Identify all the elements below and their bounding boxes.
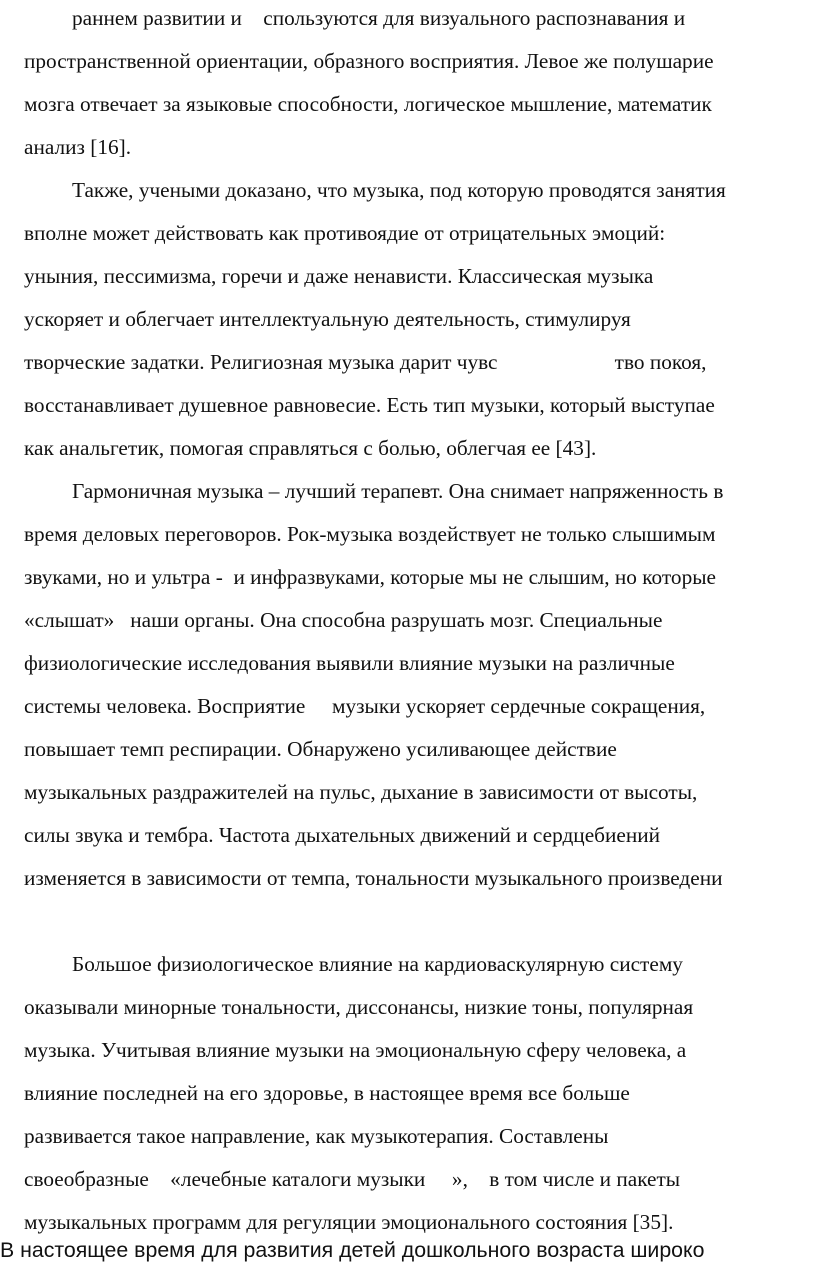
text-line: мозга отвечает за языковые способности, логическое мышление, математик <box>24 92 712 116</box>
text-line: ускоряет и облегчает интеллектуальную деятельность, стимулируя <box>24 307 631 331</box>
text-line: Гармоничная музыка – лучший терапевт. Она снимает напряженность в <box>72 479 724 503</box>
text-line: пространственной ориентации, образного восприятия. Левое же полушарие <box>24 49 714 73</box>
text-line: «слышат» наши органы. Она способна разрушать мозг. Специальные <box>24 608 663 632</box>
text-line: силы звука и тембра. Частота дыхательных движений и сердцебиений <box>24 823 661 847</box>
text-line: Также, учеными доказано, что музыка, под которую проводятся занятия <box>72 178 726 202</box>
text-line: раннем развитии и спользуются для визуального распознавания и <box>72 6 686 30</box>
text-line: системы человека. Восприятие музыки ускоряет сердечные сокращения, <box>24 694 706 718</box>
text-line: как анальгетик, помогая справляться с болью, облегчая ее [43]. <box>24 436 597 460</box>
text-line: анализ [16]. <box>24 135 132 159</box>
text-line: Большое физиологическое влияние на кардиоваскулярную систему <box>72 952 683 976</box>
text-line: своеобразные «лечебные каталоги музыки », в том числе и пакеты <box>24 1167 681 1191</box>
text-line: влияние последней на его здоровье, в настоящее время все больше <box>24 1081 630 1105</box>
text-line: музыкальных программ для регуляции эмоционального состояния [35]. <box>24 1210 674 1234</box>
text-line: изменяется в зависимости от темпа, тональности музыкального произведени <box>24 866 723 890</box>
text-line: развивается такое направление, как музыкотерапия. Составлены <box>24 1124 609 1148</box>
text-line: вполне может действовать как противоядие от отрицательных эмоций: <box>24 221 666 245</box>
text-line: физиологические исследования выявили влияние музыки на различные <box>24 651 675 675</box>
text-line: музыка. Учитывая влияние музыки на эмоциональную сферу человека, а <box>24 1038 687 1062</box>
text-line: повышает темп респирации. Обнаружено усиливающее действие <box>24 737 617 761</box>
text-line: звуками, но и ультра - и инфразвуками, которые мы не слышим, но которые <box>24 565 716 589</box>
footer-text-line: В настоящее время для развития детей дошкольного возраста широко <box>0 1238 705 1262</box>
text-line: творческие задатки. Религиозная музыка дарит чувс тво покоя, <box>24 350 707 374</box>
text-line: уныния, пессимизма, горечи и даже ненависти. Классическая музыка <box>24 264 654 288</box>
text-line: восстанавливает душевное равновесие. Есть тип музыки, который выступае <box>24 393 715 417</box>
text-line: музыкальных раздражителей на пульс, дыхание в зависимости от высоты, <box>24 780 698 804</box>
text-line: оказывали минорные тональности, диссонансы, низкие тоны, популярная <box>24 995 694 1019</box>
text-line: время деловых переговоров. Рок-музыка воздействует не только слышимым <box>24 522 716 546</box>
